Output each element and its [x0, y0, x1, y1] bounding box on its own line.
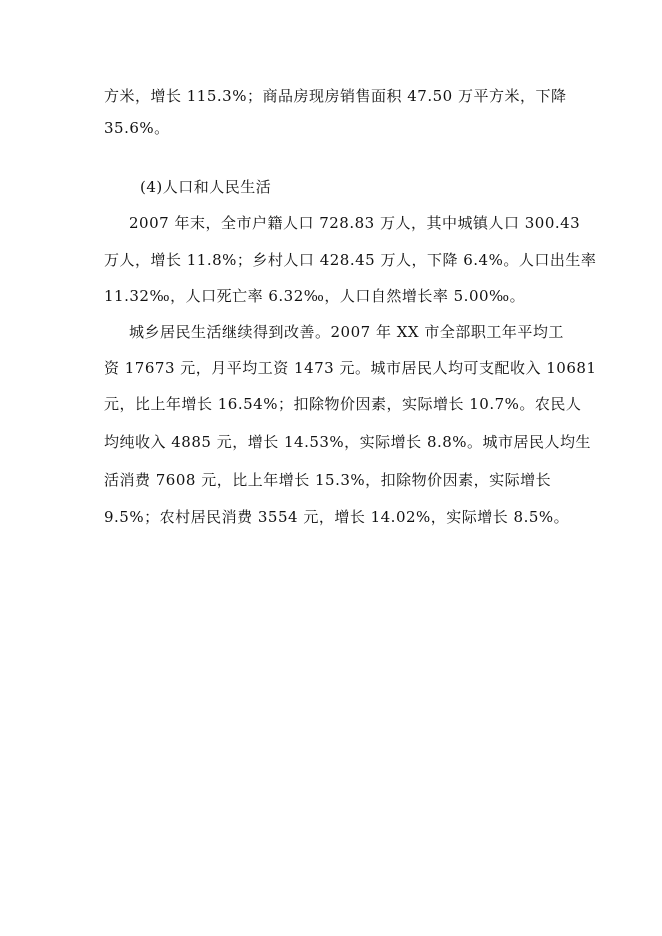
- paragraph-line-5: 万人，增长 11.8%；乡村人口 428.45 万人，下降 6.4%。人口出生率: [104, 251, 597, 269]
- paragraph-line-9: 元，比上年增长 16.54%；扣除物价因素，实际增长 10.7%。农民人: [104, 395, 582, 413]
- section-heading: (4)人口和人民生活: [140, 178, 272, 196]
- paragraph-line-7: 城乡居民生活继续得到改善。2007 年 XX 市全部职工年平均工: [129, 323, 564, 341]
- paragraph-line-12: 9.5%；农村居民消费 3554 元，增长 14.02%，实际增长 8.5%。: [104, 508, 570, 526]
- paragraph-line-8: 资 17673 元，月平均工资 1473 元。城市居民人均可支配收入 10681: [104, 359, 597, 377]
- paragraph-line-6: 11.32‰，人口死亡率 6.32‰，人口自然增长率 5.00‰。: [104, 287, 526, 305]
- paragraph-line-4: 2007 年末，全市户籍人口 728.83 万人，其中城镇人口 300.43: [129, 214, 581, 232]
- paragraph-line-2: 35.6%。: [104, 119, 170, 137]
- paragraph-line-11: 活消费 7608 元，比上年增长 15.3%，扣除物价因素，实际增长: [104, 471, 552, 489]
- paragraph-line-1: 方米，增长 115.3%；商品房现房销售面积 47.50 万平方米，下降: [104, 87, 567, 105]
- paragraph-line-10: 均纯收入 4885 元，增长 14.53%，实际增长 8.8%。城市居民人均生: [104, 433, 592, 451]
